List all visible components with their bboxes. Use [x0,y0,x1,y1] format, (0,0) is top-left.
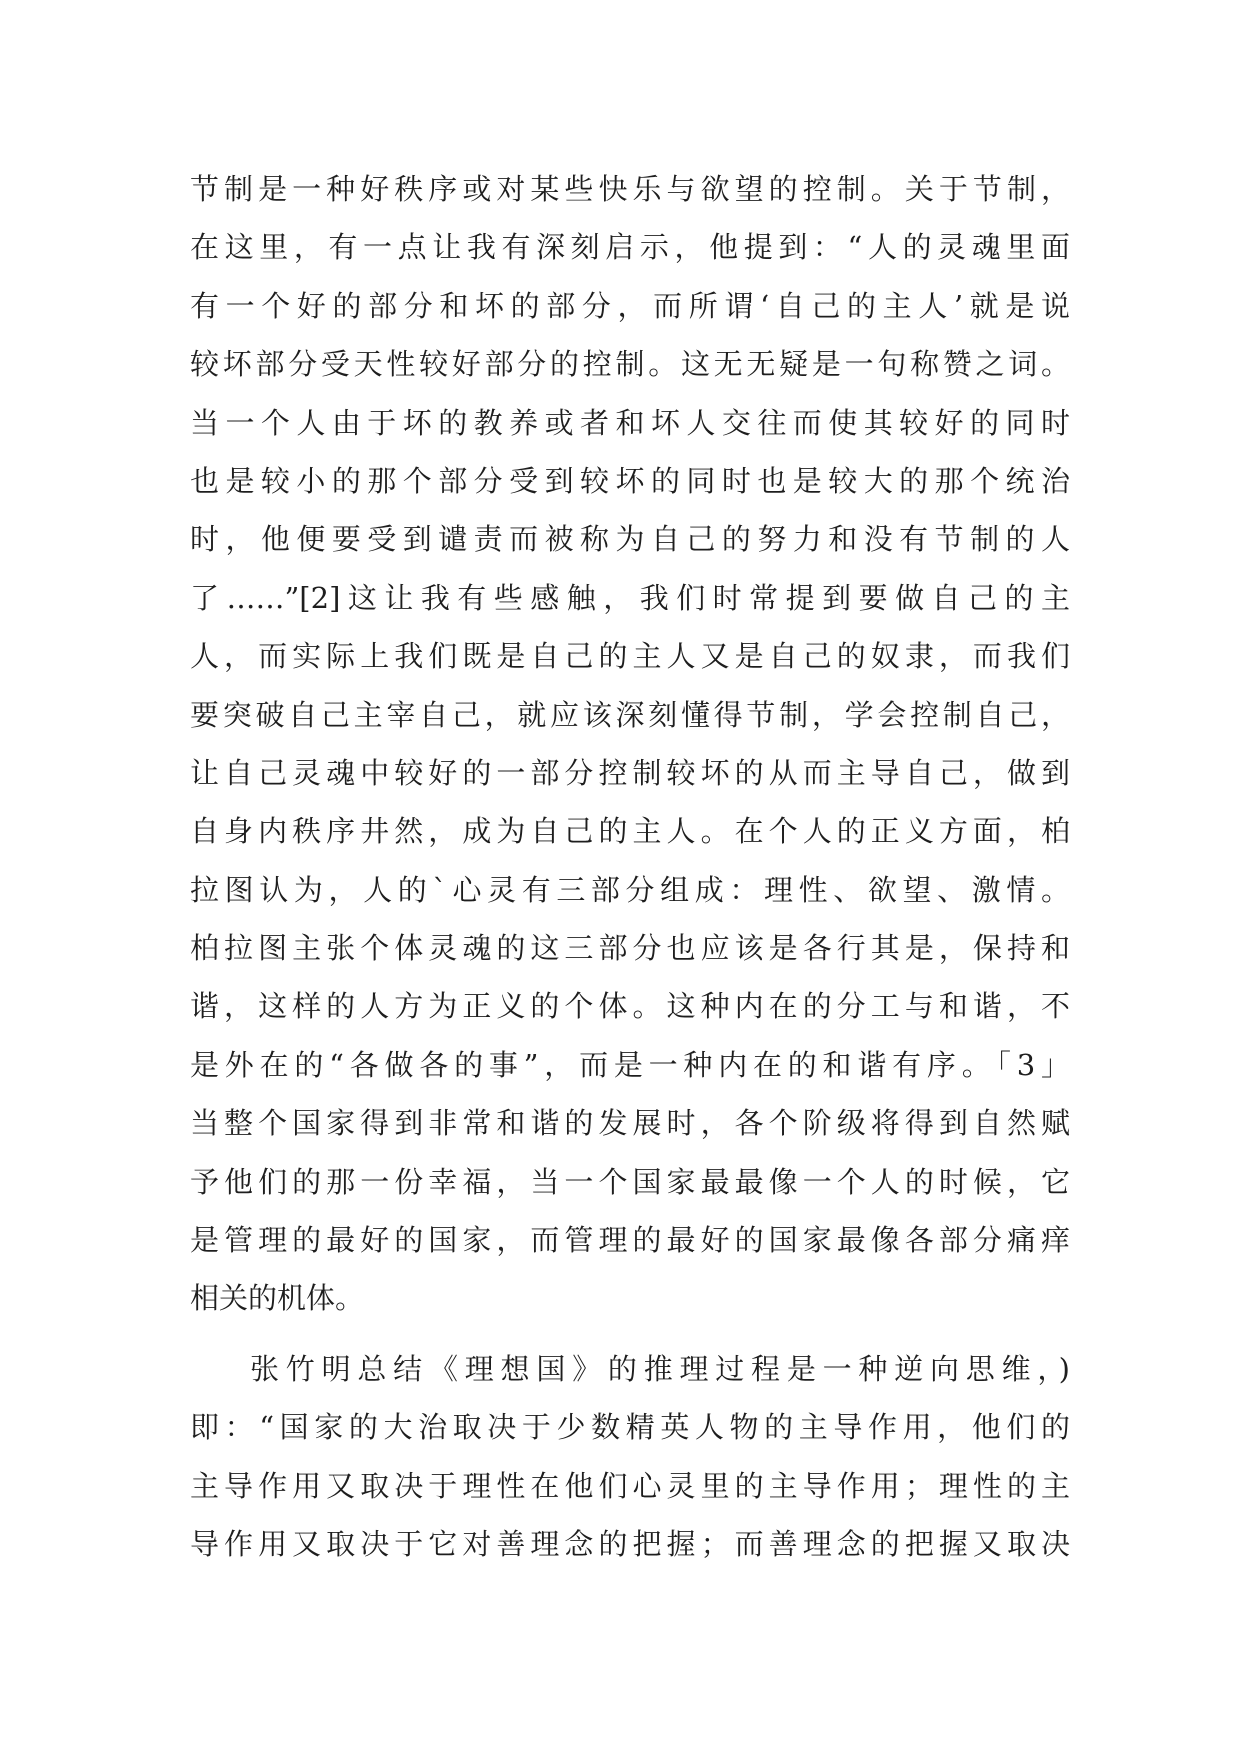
paragraph-2 [190,1340,1070,1574]
text-line: 要突破自己主宰自己，就应该深刻懂得节制，学会控制自己， [190,697,1070,732]
text-line: 谐，这样的人方为正义的个体。这种内在的分工与和谐，不 [190,989,1070,1024]
text-line: 拉图认为，人的`心灵有三部分组成：理性、欲望、激情。 [190,872,1070,907]
text-line: 予他们的那一份幸福，当一个国家最最像一个人的时候，它 [190,1164,1070,1199]
text-line: 有一个好的部分和坏的部分，而所谓‘自己的主人’就是说 [190,288,1070,323]
text-line: 当一个人由于坏的教养或者和坏人交往而使其较好的同时 [190,405,1070,440]
text-line: 较坏部分受天性较好部分的控制。这无无疑是一句称赞之词。 [190,347,1070,382]
body-text [190,160,1070,1573]
text-line: 相关的机体。 [190,1281,365,1316]
text-line: 人，而实际上我们既是自己的主人又是自己的奴隶，而我们 [190,639,1070,674]
text-line: 在这里，有一点让我有深刻启示，他提到：“人的灵魂里面 [190,230,1070,265]
text-line: 是管理的最好的国家，而管理的最好的国家最像各部分痛痒 [190,1223,1070,1258]
text-line: 张竹明总结《理想国》的推理过程是一种逆向思维，) [250,1351,1070,1386]
text-line: 即：“国家的大治取决于少数精英人物的主导作用，他们的 [190,1410,1070,1445]
paragraph-gap [190,1328,1070,1340]
paragraph-1 [190,160,1070,1328]
text-line: 柏拉图主张个体灵魂的这三部分也应该是各行其是，保持和 [190,931,1070,966]
text-line: 自身内秩序井然，成为自己的主人。在个人的正义方面，柏 [190,814,1070,849]
text-line: 导作用又取决于它对善理念的把握；而善理念的把握又取决 [190,1526,1070,1561]
text-line: 让自己灵魂中较好的一部分控制较坏的从而主导自己，做到 [190,755,1070,790]
text-line: 主导作用又取决于理性在他们心灵里的主导作用；理性的主 [190,1468,1070,1503]
text-line: 当整个国家得到非常和谐的发展时，各个阶级将得到自然赋 [190,1106,1070,1141]
text-line: 节制是一种好秩序或对某些快乐与欲望的控制。关于节制， [190,172,1070,206]
text-line: 时，他便要受到谴责而被称为自己的努力和没有节制的人 [190,522,1070,557]
text-line: 了……”[2]这让我有些感触，我们时常提到要做自己的主 [190,580,1070,615]
text-line: 是外在的“各做各的事”，而是一种内在的和谐有序。「3」 [190,1047,1070,1082]
text-line: 也是较小的那个部分受到较坏的同时也是较大的那个统治 [190,463,1070,498]
